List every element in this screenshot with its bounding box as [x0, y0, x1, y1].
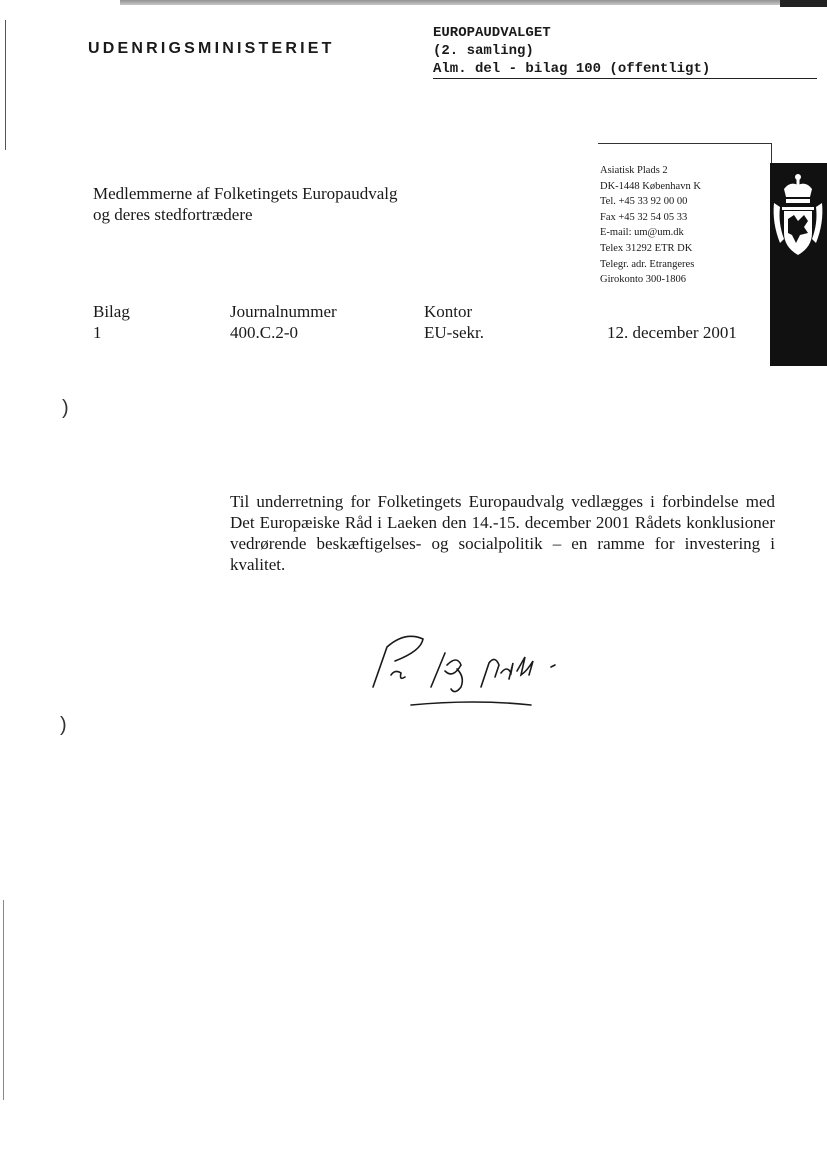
bilag-field — [93, 301, 130, 343]
journal-label: Journalnummer — [230, 302, 337, 321]
address-fax: Fax +45 32 54 05 33 — [600, 211, 688, 223]
address-phone: Tel. +45 33 92 00 00 — [600, 196, 688, 208]
bilag-value: 1 — [93, 323, 102, 342]
kontor-value: EU-sekr. — [424, 323, 484, 342]
ministry-letterhead — [88, 40, 335, 58]
address-telex: Telex 31292 ETR DK — [600, 242, 693, 254]
letter-date: 12. december 2001 — [607, 323, 737, 342]
stamp-line-1: EUROPAUDVALGET — [433, 25, 551, 41]
address-giro: Girokonto 300-1806 — [600, 274, 687, 286]
recipient-line-2: og deres stedfortrædere — [93, 205, 253, 224]
journal-field — [230, 301, 337, 343]
kontor-label: Kontor — [424, 302, 473, 321]
scan-margin-line — [3, 900, 4, 1100]
committee-stamp — [433, 24, 817, 79]
address-email: E-mail: um@um.dk — [600, 227, 684, 239]
coat-of-arms-emblem — [770, 163, 827, 366]
body-paragraph: Til underretning for Folketingets Europaudvalg vedlægges i forbindelse med Det Europæiske Råd i Laeken den 14.-15. december 2001 Rådets konklusioner vedrørende beskæftigelses- og socialpolitik – en ramme for investering i kvalitet. — [230, 492, 775, 574]
margin-mark: ) — [62, 397, 69, 419]
stamp-line-2: (2. samling) — [433, 43, 534, 59]
margin-mark: ) — [60, 714, 67, 736]
address-telegram: Telegr. adr. Etrangeres — [600, 258, 695, 270]
handwritten-signature — [365, 625, 575, 715]
address-street: Asiatisk Plads 2 — [600, 165, 668, 176]
bilag-label: Bilag — [93, 302, 130, 321]
scan-margin-line — [5, 20, 6, 150]
ministry-name: UDENRIGSMINISTERIET — [88, 40, 335, 57]
scan-edge-mark — [780, 0, 827, 7]
recipient-line-1: Medlemmerne af Folketingets Europaudvalg — [93, 184, 398, 203]
kontor-field — [424, 301, 484, 343]
address-block — [600, 163, 701, 288]
stamp-line-3: Alm. del - bilag 100 (offentligt) — [433, 60, 817, 79]
crown-shield-icon — [770, 163, 827, 283]
scan-edge-line — [120, 0, 827, 5]
recipient-block — [93, 183, 398, 225]
address-city: DK-1448 København K — [600, 180, 701, 192]
journal-value: 400.C.2-0 — [230, 323, 298, 342]
